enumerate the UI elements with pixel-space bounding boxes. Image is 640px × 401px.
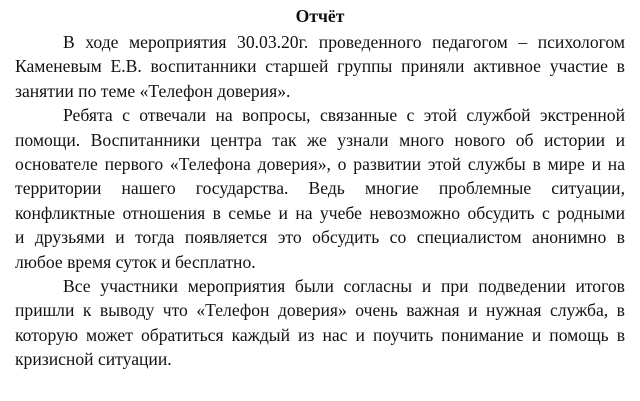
paragraph-line: занятии по теме «Телефон доверия». [15, 80, 291, 101]
paragraph-2 [15, 103, 625, 274]
paragraph-line: конфликтные отношения в семье и на учебе невозможно обсудить с родными [15, 202, 625, 223]
paragraph-line: Каменевым Е.В. воспитанники старшей группы приняли активное участие в [15, 56, 625, 77]
paragraph-line: пришли к выводу что «Телефон доверия» очень важная и нужная служба, в [15, 300, 625, 321]
paragraph-line: и друзьями и тогда появляется это обсудить со специалистом анонимно в [15, 227, 625, 248]
paragraph-line: территории нашего государства. Ведь многие проблемные ситуации, [15, 178, 625, 199]
document-page [15, 4, 625, 372]
paragraph-1 [15, 30, 625, 103]
paragraph-line: основателе первого «Телефона доверия», о развитии этой службы в мире и на [15, 154, 625, 175]
paragraph-3 [15, 274, 625, 372]
document-title: Отчёт [295, 6, 345, 26]
paragraph-line: которую может обратиться каждый из нас и поучить понимание и помощь в [15, 324, 625, 345]
paragraph-line: кризисной ситуации. [15, 349, 172, 370]
paragraph-line: помощи. Воспитанники центра так же узнали много нового об истории и [15, 129, 625, 150]
paragraph-line: В ходе мероприятия 30.03.20г. проведенного педагогом – психологом [63, 32, 625, 52]
paragraph-line: Ребята с отвечали на вопросы, связанные с этой службой экстренной [63, 105, 625, 126]
paragraph-line: любое время суток и бесплатно. [15, 251, 256, 272]
paragraph-line: Все участники мероприятия были согласны и при подведении итогов [63, 276, 625, 297]
